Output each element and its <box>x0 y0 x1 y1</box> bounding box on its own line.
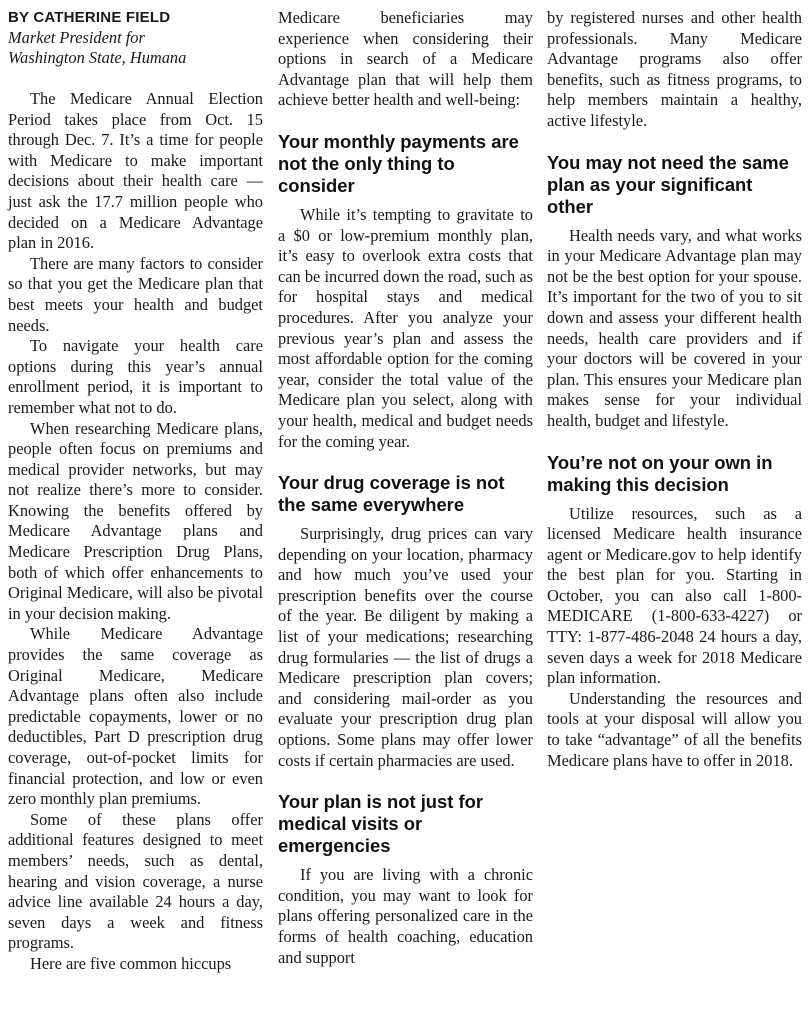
paragraph: While it’s tempting to gravitate to a $0 or low-premium monthly plan, it’s easy to overlook extra costs that can be incurred down the road, such as for hospital stays and medical procedures. After you analyze your previous year’s plan and assess the most affordable option for the coming year, consider the total value of the Medicare plan you select, along with your health, medical and budget needs for the coming year. <box>278 204 533 451</box>
paragraph: The Medicare Annual Election Period takes place from Oct. 15 through Dec. 7. It’s a time for people with Medicare to make important decisions about their health care — just ask the 17.7 million people who decided on a Medicare Advantage plan in 2016. <box>8 89 263 253</box>
byline: BY CATHERINE FIELD <box>8 9 171 26</box>
paragraph-continued: by registered nurses and other health professionals. Many Medicare Advantage programs also offer benefits, such as fitness programs, to help members maintain a healthy, active lifestyle. <box>547 8 802 130</box>
article-column-3 <box>547 8 802 771</box>
paragraph: There are many factors to consider so that you get the Medicare plan that best meets your health and budget needs. <box>8 253 263 335</box>
paragraph: Health needs vary, and what works in your Medicare Advantage plan may not be the best option for your spouse. It’s important for the two of you to sit down and assess your different health needs, health care providers and if your doctors will be covered in your plan. This ensures your Medicare plan makes sense for your individual health, budget and lifestyle. <box>547 225 802 430</box>
section-heading-drug-coverage: Your drug coverage is not the same everywhere <box>278 472 505 516</box>
paragraph: Understanding the resources and tools at your disposal will allow you to take “advantage” of all the benefits Medicare plans have to offer in 2018. <box>547 688 802 770</box>
paragraph: When researching Medicare plans, people often focus on premiums and medical provider networks, but may not realize there’s more to consider. Knowing the benefits offered by Medicare Advantage plans and Medicare Prescription Drug Plans, both of which offer enhancements to Original Medicare, will also be pivotal in your decision making. <box>8 418 263 623</box>
author-role-line: Washington State, Humana <box>8 48 187 67</box>
author-role-line: Market President for <box>8 28 145 47</box>
paragraph-continued: Medicare beneficiaries may experience when considering their options in search of a Medicare Advantage plan that will help them achieve better health and well-being: <box>278 8 533 110</box>
article-column-1 <box>8 8 263 975</box>
section-heading-own: You’re not on your own in making this decision <box>547 451 773 495</box>
paragraph: To navigate your health care options during this year’s annual enrollment period, it is important to remember what not to do. <box>8 336 263 417</box>
paragraph: Surprisingly, drug prices can vary depending on your location, pharmacy and how much you’ve used your prescription benefits over the course of the year. Be diligent by making a list of your medications; researching drug formularies — the list of drugs a Medicare prescription plan covers; and considering mail-order as you evaluate your prescription drug plan options. Some plans may offer lower costs if certain pharmacies are used. <box>278 524 533 770</box>
section-heading-plan: Your plan is not just for medical visits or emergencies <box>278 791 484 857</box>
paragraph: Utilize resources, such as a licensed Medicare health insurance agent or Medicare.gov to help identify the best plan for you. Starting in October, you can also call 1-800-MEDICARE (1-800-633-4227) or TTY: 1-877-486-2048 24 hours a day, seven days a week for 2018 Medicare plan information. <box>547 503 802 688</box>
paragraph: While Medicare Advantage provides the same coverage as Original Medicare, Medicare Advantage plans often also include predictable copayments, lower or no deductibles, Part D prescription drug coverage, out-of-pocket limits for financial protection, and low or even zero monthly plan premiums. <box>8 624 263 809</box>
paragraph: Here are five common hiccups <box>30 953 232 973</box>
article-column-2 <box>278 8 533 968</box>
paragraph: If you are living with a chronic condition, you may want to look for plans offering personalized care in the forms of health coaching, education and support <box>278 865 533 967</box>
paragraph: Some of these plans offer additional features designed to meet members’ needs, such as dental, hearing and vision coverage, a nurse advice line available 24 hours a day, seven days a week and fitness programs. <box>8 809 263 953</box>
section-heading-spouse: You may not need the same plan as your significant other <box>547 151 789 217</box>
author-role <box>8 28 263 68</box>
section-heading-payments: Your monthly payments are not the only thing to consider <box>278 130 519 196</box>
